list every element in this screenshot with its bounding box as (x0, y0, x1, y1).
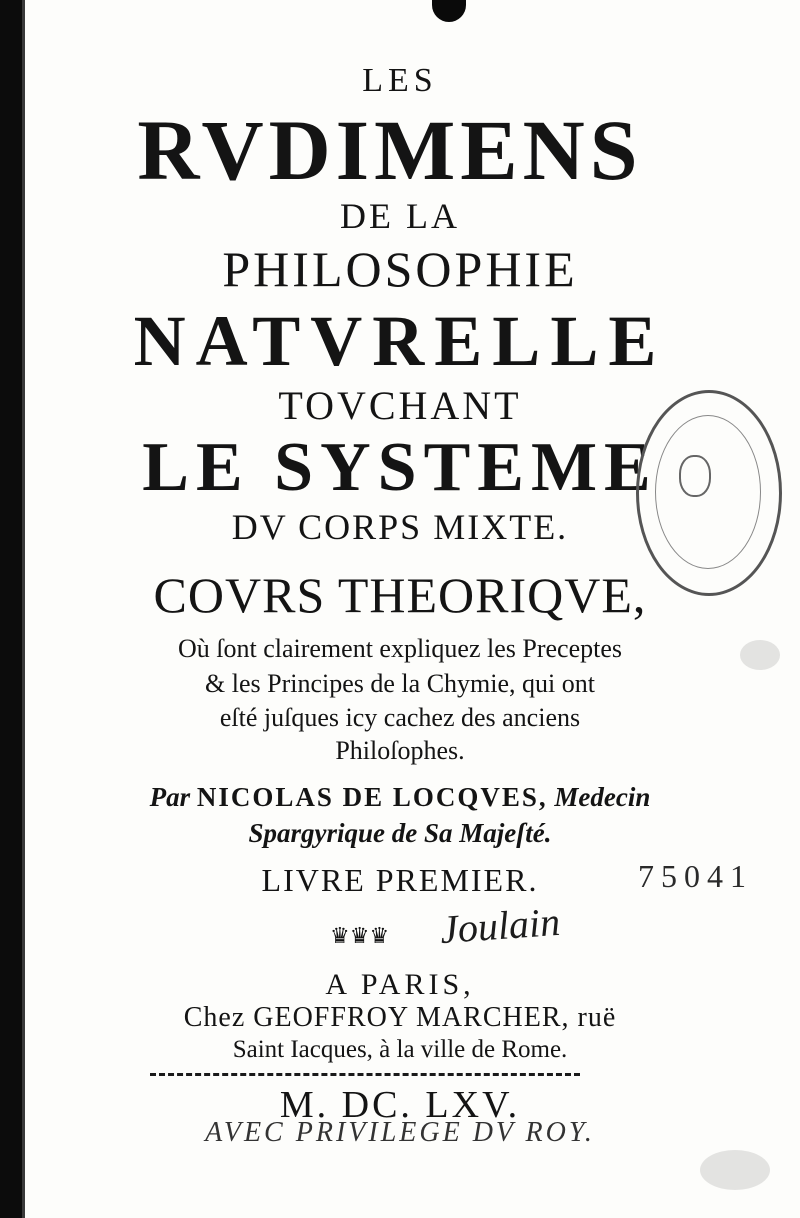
stamp-emblem-icon (679, 455, 711, 497)
stamp-inner-ring (655, 415, 761, 569)
title-de-la: DE LA (340, 196, 460, 236)
description-line: & les Principes de la Chymie, qui ont (205, 669, 595, 698)
description-line: Philoſophes. (335, 736, 465, 765)
author-line (40, 782, 760, 813)
binding-hole (432, 0, 466, 22)
ornamental-rule (150, 1073, 580, 1076)
title-naturelle: NATVRELLE (133, 301, 667, 381)
title-rudimens: RVDIMENS (137, 102, 643, 198)
privilege-line: AVEC PRIVILEGE DV ROY. (205, 1117, 595, 1148)
handwritten-signature: Joulain (438, 898, 562, 953)
spine-edge (22, 0, 25, 1218)
description-line: eſté juſques icy cachez des anciens (219, 703, 581, 732)
author-title: Medecin (554, 782, 651, 812)
title-philosophie: PHILOSOPHIE (222, 241, 578, 297)
imprint-address: Saint Iacques, à la ville de Rome. (232, 1036, 568, 1063)
publication-year: M. DC. LXV. (279, 1084, 521, 1126)
paper-stain (700, 1150, 770, 1190)
crown-ornament-icon: ♛♛♛ (330, 924, 390, 949)
title-le-systeme: LE SYSTEME (142, 429, 658, 506)
title-les: LES (362, 62, 438, 99)
book-spine-shadow (0, 0, 22, 1218)
imprint-city: A PARIS, (325, 968, 475, 1001)
title-cours-theorique: COVRS THEORIQVE, (153, 567, 647, 623)
author-name: NICOLAS DE LOCQVES, (196, 782, 548, 812)
author-par: Par (149, 782, 191, 812)
description-line: Où ſont clairement expliquez les Preceptes (177, 634, 622, 663)
catalog-number: 75041 (638, 858, 753, 894)
title-touchant: TOVCHANT (278, 383, 522, 428)
imprint-publisher: Chez GEOFFROY MARCHER, ruë (183, 1002, 617, 1033)
author-subtitle: Spargyrique de Sa Majeſté. (248, 818, 552, 848)
title-du-corps-mixte: DV CORPS MIXTE. (231, 507, 569, 547)
library-stamp (636, 390, 782, 596)
livre-premier: LIVRE PREMIER. (261, 862, 539, 898)
